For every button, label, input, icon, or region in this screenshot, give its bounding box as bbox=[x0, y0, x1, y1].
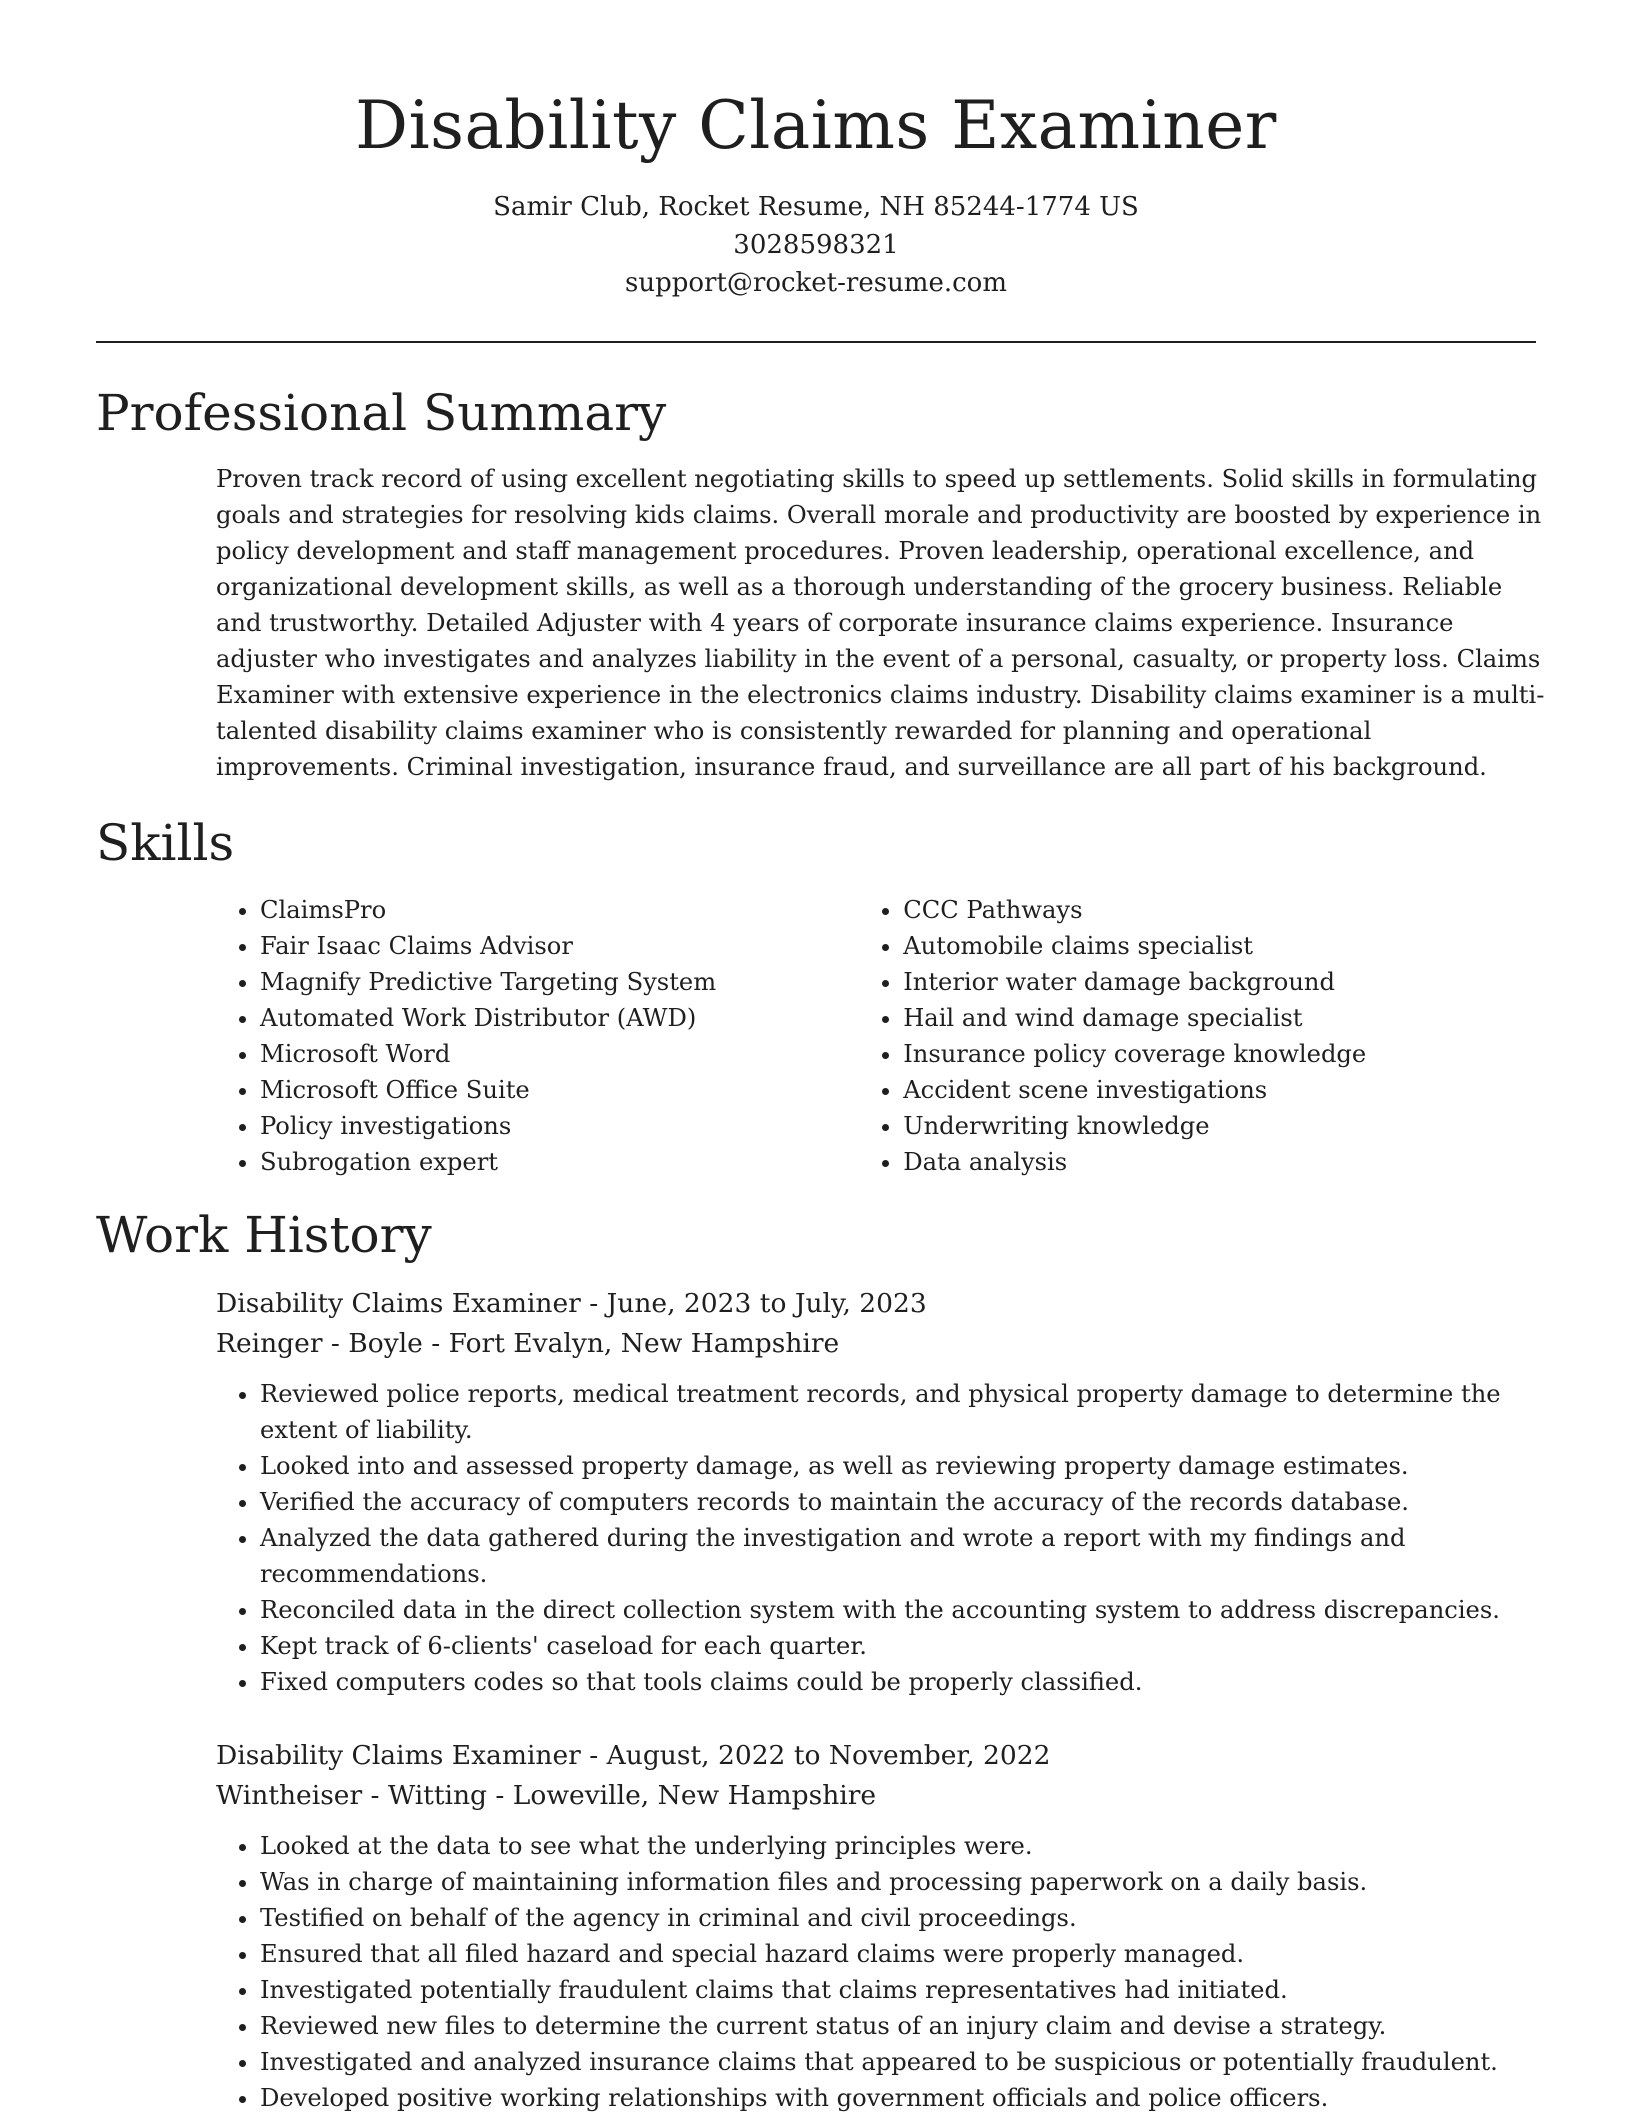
job-entry bbox=[216, 1284, 1546, 1700]
job-bullet: • Reviewed police reports, medical treatment records, and physical property damage to determine the extent of liability. bbox=[260, 1376, 1546, 1448]
contact-phone: 3028598321 bbox=[733, 230, 899, 260]
skill-item: • Accident scene investigations bbox=[903, 1072, 1536, 1108]
skill-item: • Microsoft Word bbox=[260, 1036, 859, 1072]
skill-item: • ClaimsPro bbox=[260, 892, 859, 928]
summary-text: Proven track record of using excellent negotiating skills to speed up settlements. Solid skills in formulating goals and strategies for resolving kids claims. Overall morale and productivity are boosted by experience in policy development and staff management procedures. Proven leadership, operational excellence, and organizational development skills, as well as a thorough understanding of the grocery business. Reliable and trustworthy. Detailed Adjuster with 4 years of corporate insurance claims experience. Insurance adjuster who investigates and analyzes liability in the event of a personal, casualty, or property loss. Claims Examiner with extensive experience in the electronics claims industry. Disability claims examiner is a multi-talented disability claims examiner who is consistently rewarded for planning and operational improvements. Criminal investigation, insurance fraud, and surveillance are all part of his background. bbox=[216, 465, 1545, 781]
header-divider bbox=[96, 341, 1536, 343]
job-bullet: • Developed positive working relationships with government officials and police officers. bbox=[260, 2080, 1546, 2116]
skill-item: • Hail and wind damage specialist bbox=[903, 1000, 1536, 1036]
job-bullet: • Reconciled data in the direct collection system with the accounting system to address discrepancies. bbox=[260, 1592, 1546, 1628]
resume-name: Disability Claims Examiner bbox=[355, 87, 1277, 164]
job-bullet: • Investigated potentially fraudulent claims that claims representatives had initiated. bbox=[260, 1972, 1546, 2008]
contact-block bbox=[0, 188, 1632, 302]
skills-heading: Skills bbox=[96, 814, 235, 872]
skill-item: • Microsoft Office Suite bbox=[260, 1072, 859, 1108]
job-bullet: • Reviewed new files to determine the current status of an injury claim and devise a strategy. bbox=[260, 2008, 1546, 2044]
job-company-location: Reinger - Boyle - Fort Evalyn, New Hampshire bbox=[216, 1328, 840, 1359]
skill-item: • Policy investigations bbox=[260, 1108, 859, 1144]
job-bullet: • Looked into and assessed property damage, as well as reviewing property damage estimates. bbox=[260, 1448, 1546, 1484]
job-bullet: • Analyzed the data gathered during the investigation and wrote a report with my findings and recommendations. bbox=[260, 1520, 1546, 1592]
job-bullet: • Investigated and analyzed insurance claims that appeared to be suspicious or potentially fraudulent. bbox=[260, 2044, 1546, 2080]
job-bullet: • Was in charge of maintaining information files and processing paperwork on a daily basis. bbox=[260, 1864, 1546, 1900]
job-bullet: • Looked at the data to see what the underlying principles were. bbox=[260, 1828, 1546, 1864]
job-title-dates: Disability Claims Examiner - August, 2022 to November, 2022 bbox=[216, 1740, 1051, 1771]
skill-item: • Automobile claims specialist bbox=[903, 928, 1536, 964]
skills-column-right bbox=[859, 892, 1536, 1180]
summary-heading: Professional Summary bbox=[96, 384, 667, 442]
job-bullet: • Testified on behalf of the agency in criminal and civil proceedings. bbox=[260, 1900, 1546, 1936]
resume-header bbox=[0, 0, 1632, 302]
skill-item: • Interior water damage background bbox=[903, 964, 1536, 1000]
skill-item: • CCC Pathways bbox=[903, 892, 1536, 928]
job-bullets bbox=[216, 1376, 1546, 1700]
job-bullet: • Verified the accuracy of computers records to maintain the accuracy of the records database. bbox=[260, 1484, 1546, 1520]
job-entry bbox=[216, 1736, 1546, 2116]
job-bullet: • Ensured that all filed hazard and special hazard claims were properly managed. bbox=[260, 1936, 1546, 1972]
contact-email: support@rocket-resume.com bbox=[624, 268, 1007, 298]
contact-address: Samir Club, Rocket Resume, NH 85244-1774 US bbox=[493, 192, 1139, 222]
job-company-location: Wintheiser - Witting - Loweville, New Hampshire bbox=[216, 1780, 877, 1811]
skills-list bbox=[216, 892, 1536, 1180]
skill-item: • Data analysis bbox=[903, 1144, 1536, 1180]
skill-item: • Automated Work Distributor (AWD) bbox=[260, 1000, 859, 1036]
work-history-heading: Work History bbox=[96, 1206, 432, 1264]
skill-item: • Subrogation expert bbox=[260, 1144, 859, 1180]
skill-item: • Magnify Predictive Targeting System bbox=[260, 964, 859, 1000]
skills-column-left bbox=[216, 892, 859, 1180]
job-bullet: • Kept track of 6-clients' caseload for each quarter. bbox=[260, 1628, 1546, 1664]
job-bullet: • Fixed computers codes so that tools claims could be properly classified. bbox=[260, 1664, 1546, 1700]
job-bullets bbox=[216, 1828, 1546, 2116]
job-title-dates: Disability Claims Examiner - June, 2023 to July, 2023 bbox=[216, 1288, 927, 1319]
skill-item: • Insurance policy coverage knowledge bbox=[903, 1036, 1536, 1072]
skill-item: • Underwriting knowledge bbox=[903, 1108, 1536, 1144]
skill-item: • Fair Isaac Claims Advisor bbox=[260, 928, 859, 964]
